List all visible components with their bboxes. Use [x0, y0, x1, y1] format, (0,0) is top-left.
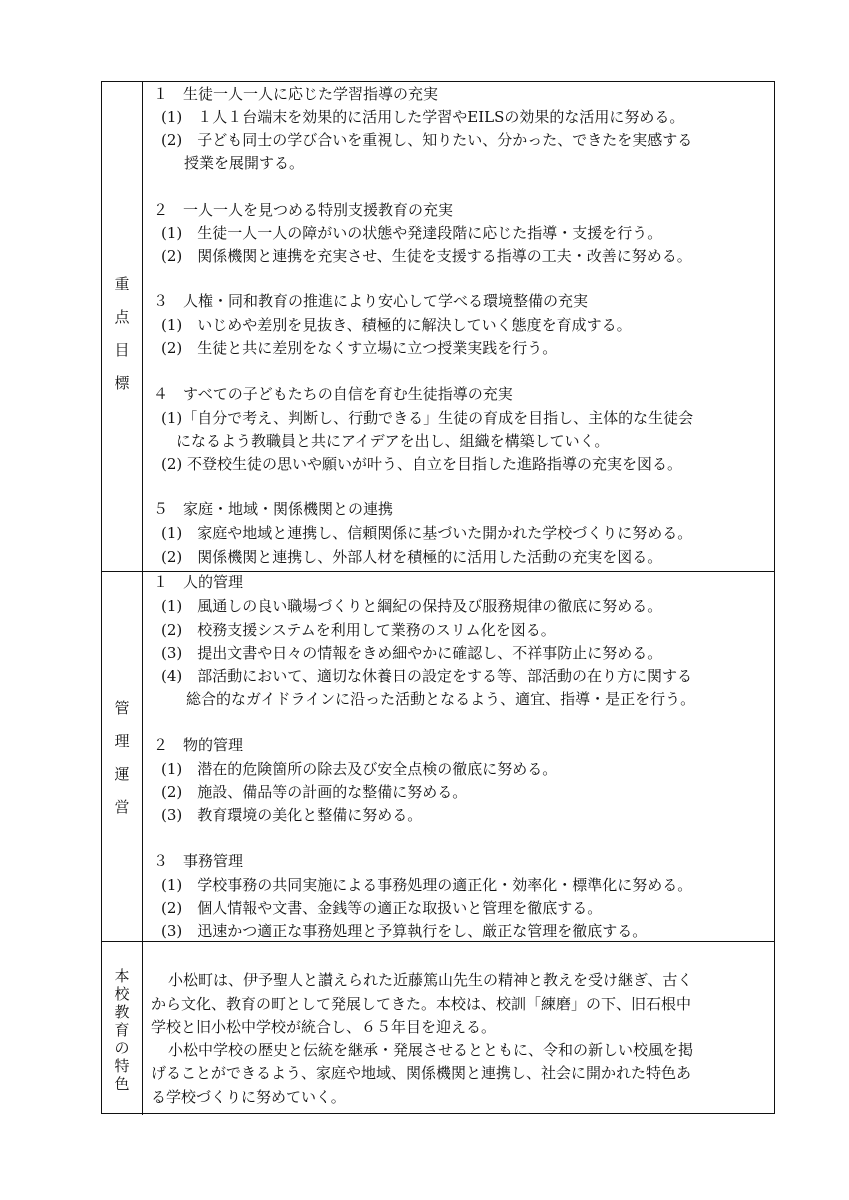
paragraph-line: から文化、教育の町として発展してきた。本校は、校訓「練磨」の下、旧石根中 — [151, 995, 692, 1013]
goal-heading: ５ 家庭・地域・関係機関との連携 — [153, 500, 394, 518]
management-item: (4) 部活動において、適切な休養日の設定をする等、部活動の在り方に関する — [161, 667, 692, 685]
management-item: (1) 潜在的危険箇所の除去及び安全点検の徹底に努める。 — [161, 760, 558, 778]
paragraph-line: 小松中学校の歴史と伝統を継承・発展させるとともに、令和の新しい校風を掲 — [168, 1041, 694, 1059]
label-char: 色 — [114, 1075, 130, 1093]
management-item: (3) 迅速かつ適正な事務処理と予算執行をし、厳正な管理を徹底する。 — [161, 922, 648, 940]
management-item: (3) 提出文書や日々の情報をきめ細やかに確認し、不祥事防止に努める。 — [161, 644, 663, 662]
goal-item: (2) 生徒と共に差別をなくす立場に立つ授業実践を行う。 — [161, 339, 558, 357]
label-school-features — [102, 942, 143, 1115]
label-char: 点 — [114, 308, 130, 326]
content-school-features — [143, 942, 774, 1115]
goal-heading: ４ すべての子どもたちの自信を育む生徒指導の充実 — [153, 385, 513, 403]
management-item: (2) 施設、備品等の計画的な整備に努める。 — [161, 783, 468, 801]
document-table — [101, 81, 775, 1114]
management-item-continued: 総合的なガイドラインに沿った活動となるよう、適宜、指導・是正を行う。 — [186, 690, 696, 708]
row-key-goals — [102, 82, 774, 572]
management-item: (2) 個人情報や文書、金銭等の適正な取扱いと管理を徹底する。 — [161, 899, 603, 917]
label-char: 理 — [114, 732, 130, 750]
label-char: 運 — [114, 765, 130, 783]
label-char: 標 — [114, 374, 130, 392]
paragraph-line: 学校と旧小松中学校が統合し、６５年目を迎える。 — [151, 1018, 497, 1036]
management-heading: ３ 事務管理 — [153, 852, 244, 870]
goal-heading: ２ 一人一人を見つめる特別支援教育の充実 — [153, 201, 454, 219]
label-char: 本 — [114, 967, 130, 985]
label-char: 目 — [114, 341, 130, 359]
row-management — [102, 572, 774, 942]
management-heading: ２ 物的管理 — [153, 736, 244, 754]
label-char: 育 — [114, 1021, 130, 1039]
label-char: の — [114, 1039, 130, 1057]
goal-heading: ３ 人権・同和教育の推進により安心して学べる環境整備の充実 — [153, 292, 589, 310]
row-school-features — [102, 942, 774, 1115]
label-management — [102, 572, 143, 941]
content-key-goals — [143, 82, 774, 571]
goal-item: (1) １人１台端末を効果的に活用した学習やEILSの効果的な活用に努める。 — [161, 108, 685, 126]
label-char: 重 — [114, 275, 130, 293]
label-char: 営 — [114, 798, 130, 816]
paragraph-line: 小松町は、伊予聖人と讃えられた近藤篤山先生の精神と教えを受け継ぎ、古く — [168, 971, 693, 989]
management-heading: １ 人的管理 — [153, 573, 244, 591]
goal-item-continued: になるよう教職員と共にアイデアを出し、組織を構築していく。 — [176, 432, 610, 450]
management-item: (1) 学校事務の共同実施による事務処理の適正化・効率化・標準化に努める。 — [161, 876, 693, 894]
label-key-goals — [102, 82, 143, 571]
goal-heading: １ 生徒一人一人に応じた学習指導の充実 — [153, 85, 439, 103]
goal-item: (1) いじめや差別を見抜き、積極的に解決していく態度を育成する。 — [161, 316, 632, 334]
goal-item: (2) 子ども同士の学び合いを重視し、知りたい、分かった、できたを実感する — [161, 131, 693, 149]
paragraph-line: る学校づくりに努めていく。 — [151, 1088, 346, 1106]
paragraph-line: げることができるよう、家庭や地域、関係機関と連携し、社会に開かれた特色あ — [151, 1064, 692, 1082]
goal-item: (2) 不登校生徒の思いや願いが叶う、自立を目指した進路指導の充実を図る。 — [161, 455, 683, 473]
goal-item: (1) 生徒一人一人の障がいの状態や発達段階に応じた指導・支援を行う。 — [161, 224, 663, 242]
label-char: 管 — [114, 699, 130, 717]
goal-item-continued: 授業を展開する。 — [184, 154, 305, 172]
label-char: 特 — [114, 1057, 130, 1075]
management-item: (2) 校務支援システムを利用して業務のスリム化を図る。 — [161, 621, 556, 639]
goal-item: (2) 関係機関と連携を充実させ、生徒を支援する指導の工夫・改善に努める。 — [161, 247, 692, 265]
management-item: (1) 風通しの良い職場づくりと綱紀の保持及び服務規律の徹底に努める。 — [161, 597, 663, 615]
goal-item: (1)「自分で考え、判断し、行動できる」生徒の育成を目指し、主体的な生徒会 — [161, 409, 694, 427]
management-item: (3) 教育環境の美化と整備に努める。 — [161, 806, 423, 824]
label-char: 校 — [114, 985, 130, 1003]
content-management — [143, 572, 774, 941]
goal-item: (1) 家庭や地域と連携し、信頼関係に基づいた開かれた学校づくりに努める。 — [161, 524, 693, 542]
goal-item: (2) 関係機関と連携し、外部人材を積極的に活用した活動の充実を図る。 — [161, 548, 663, 566]
label-char: 教 — [114, 1003, 130, 1021]
